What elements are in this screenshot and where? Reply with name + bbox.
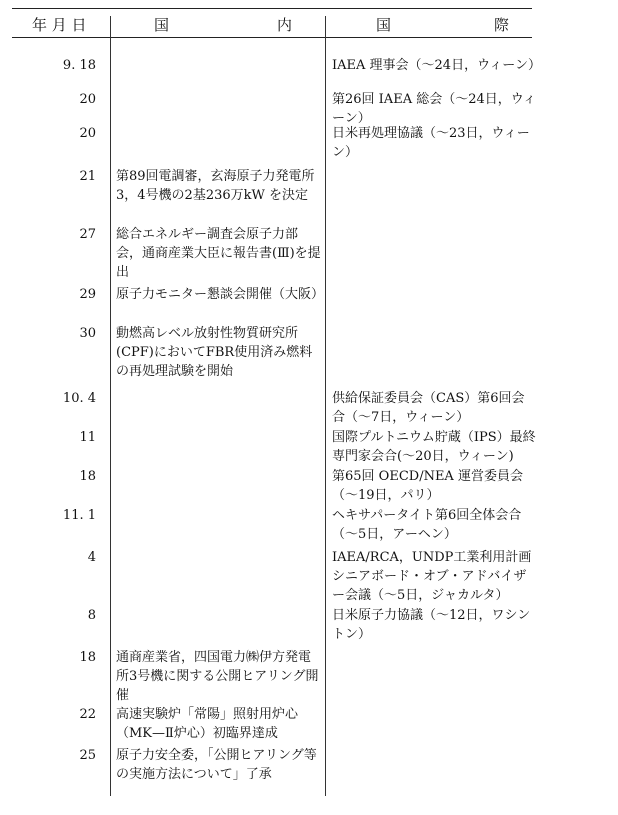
row-domestic-event: 通商産業省，四国電力㈱伊方発電所3号機に関する公開ヒアリング開催 — [116, 650, 319, 703]
row-international-event: 供給保証委員会（CAS）第6回会合（〜7日，ウィーン） — [332, 391, 525, 425]
table-row — [12, 648, 532, 706]
table-row — [12, 705, 532, 745]
row-date: 29 — [79, 287, 96, 302]
row-date: 18 — [79, 650, 96, 665]
row-international-event: 国際プルトニウム貯蔵（IPS）最終専門家会合(〜20日，ウィーン) — [332, 430, 536, 464]
row-date: 30 — [79, 326, 96, 341]
table-row — [12, 548, 532, 606]
row-international-event: 日米原子力協議（〜12日，ワシントン） — [332, 608, 531, 642]
header-international-right: 際 — [494, 16, 510, 34]
table-row — [12, 225, 532, 285]
row-date: 4 — [87, 550, 96, 565]
header-date: 年 月 日 — [32, 16, 87, 34]
table-row — [12, 167, 532, 225]
row-domestic-event: 原子力モニター懇談会開催（大阪） — [116, 287, 325, 302]
chronology-table — [12, 8, 542, 782]
row-international-event: 第65回 OECD/NEA 運営委員会（〜19日，パリ） — [332, 469, 523, 503]
row-domestic-event: 総合エネルギー調査会原子力部会，通商産業大臣に報告書(Ⅲ)を提出 — [116, 227, 321, 280]
row-international-event: IAEA/RCA，UNDP工業利用計画シニアボード・オブ・アドバイザー会議（〜5日，ジャカルタ） — [332, 550, 532, 603]
row-date: 9. 18 — [62, 58, 96, 73]
row-date: 10. 4 — [62, 391, 96, 406]
row-international-event: ヘキサパータイト第6回全体会合（〜5日，アーヘン） — [332, 508, 522, 542]
table-row — [12, 506, 532, 546]
row-date: 11 — [79, 430, 96, 445]
row-date: 11. 1 — [62, 508, 96, 523]
row-international-event: 日米再処理協議（〜23日，ウィーン） — [332, 126, 530, 160]
table-row — [12, 285, 532, 325]
table-row — [12, 389, 532, 429]
row-date: 21 — [79, 169, 96, 184]
row-domestic-event: 高速実験炉「常陽」照射用炉心（MK—Ⅱ炉心）初臨界達成 — [116, 707, 299, 741]
row-date: 8 — [87, 608, 96, 623]
row-date: 22 — [79, 707, 96, 722]
header-international-left: 国 — [376, 16, 392, 34]
table-row — [12, 606, 532, 646]
row-domestic-event: 動燃高レベル放射性物質研究所(CPF)においてFBR使用済み燃料の再処理試験を開始 — [116, 326, 313, 379]
table-row — [12, 124, 532, 158]
row-domestic-event: 原子力安全委，「公開ヒアリング等の実施方法について」了承 — [116, 748, 317, 782]
row-date: 18 — [79, 469, 96, 484]
row-international-event: 第26回 IAEA 総会（〜24日，ウィーン） — [332, 92, 536, 126]
header-domestic-right: 内 — [277, 16, 293, 34]
table-row — [12, 467, 532, 507]
row-date: 27 — [79, 227, 96, 242]
header-domestic-left: 国 — [154, 16, 170, 34]
table-row — [12, 56, 542, 90]
table-row — [12, 90, 536, 126]
row-date: 20 — [79, 92, 96, 107]
table-row — [12, 324, 532, 386]
row-date: 25 — [79, 748, 96, 763]
row-date: 20 — [79, 126, 96, 141]
row-international-event: IAEA 理事会（〜24日，ウィーン） — [332, 58, 542, 73]
table-row — [12, 746, 532, 786]
table-header — [12, 8, 532, 38]
table-row — [12, 428, 536, 468]
row-domestic-event: 第89回電調審，玄海原子力発電所3，4号機の2基236万kW を決定 — [116, 169, 315, 203]
